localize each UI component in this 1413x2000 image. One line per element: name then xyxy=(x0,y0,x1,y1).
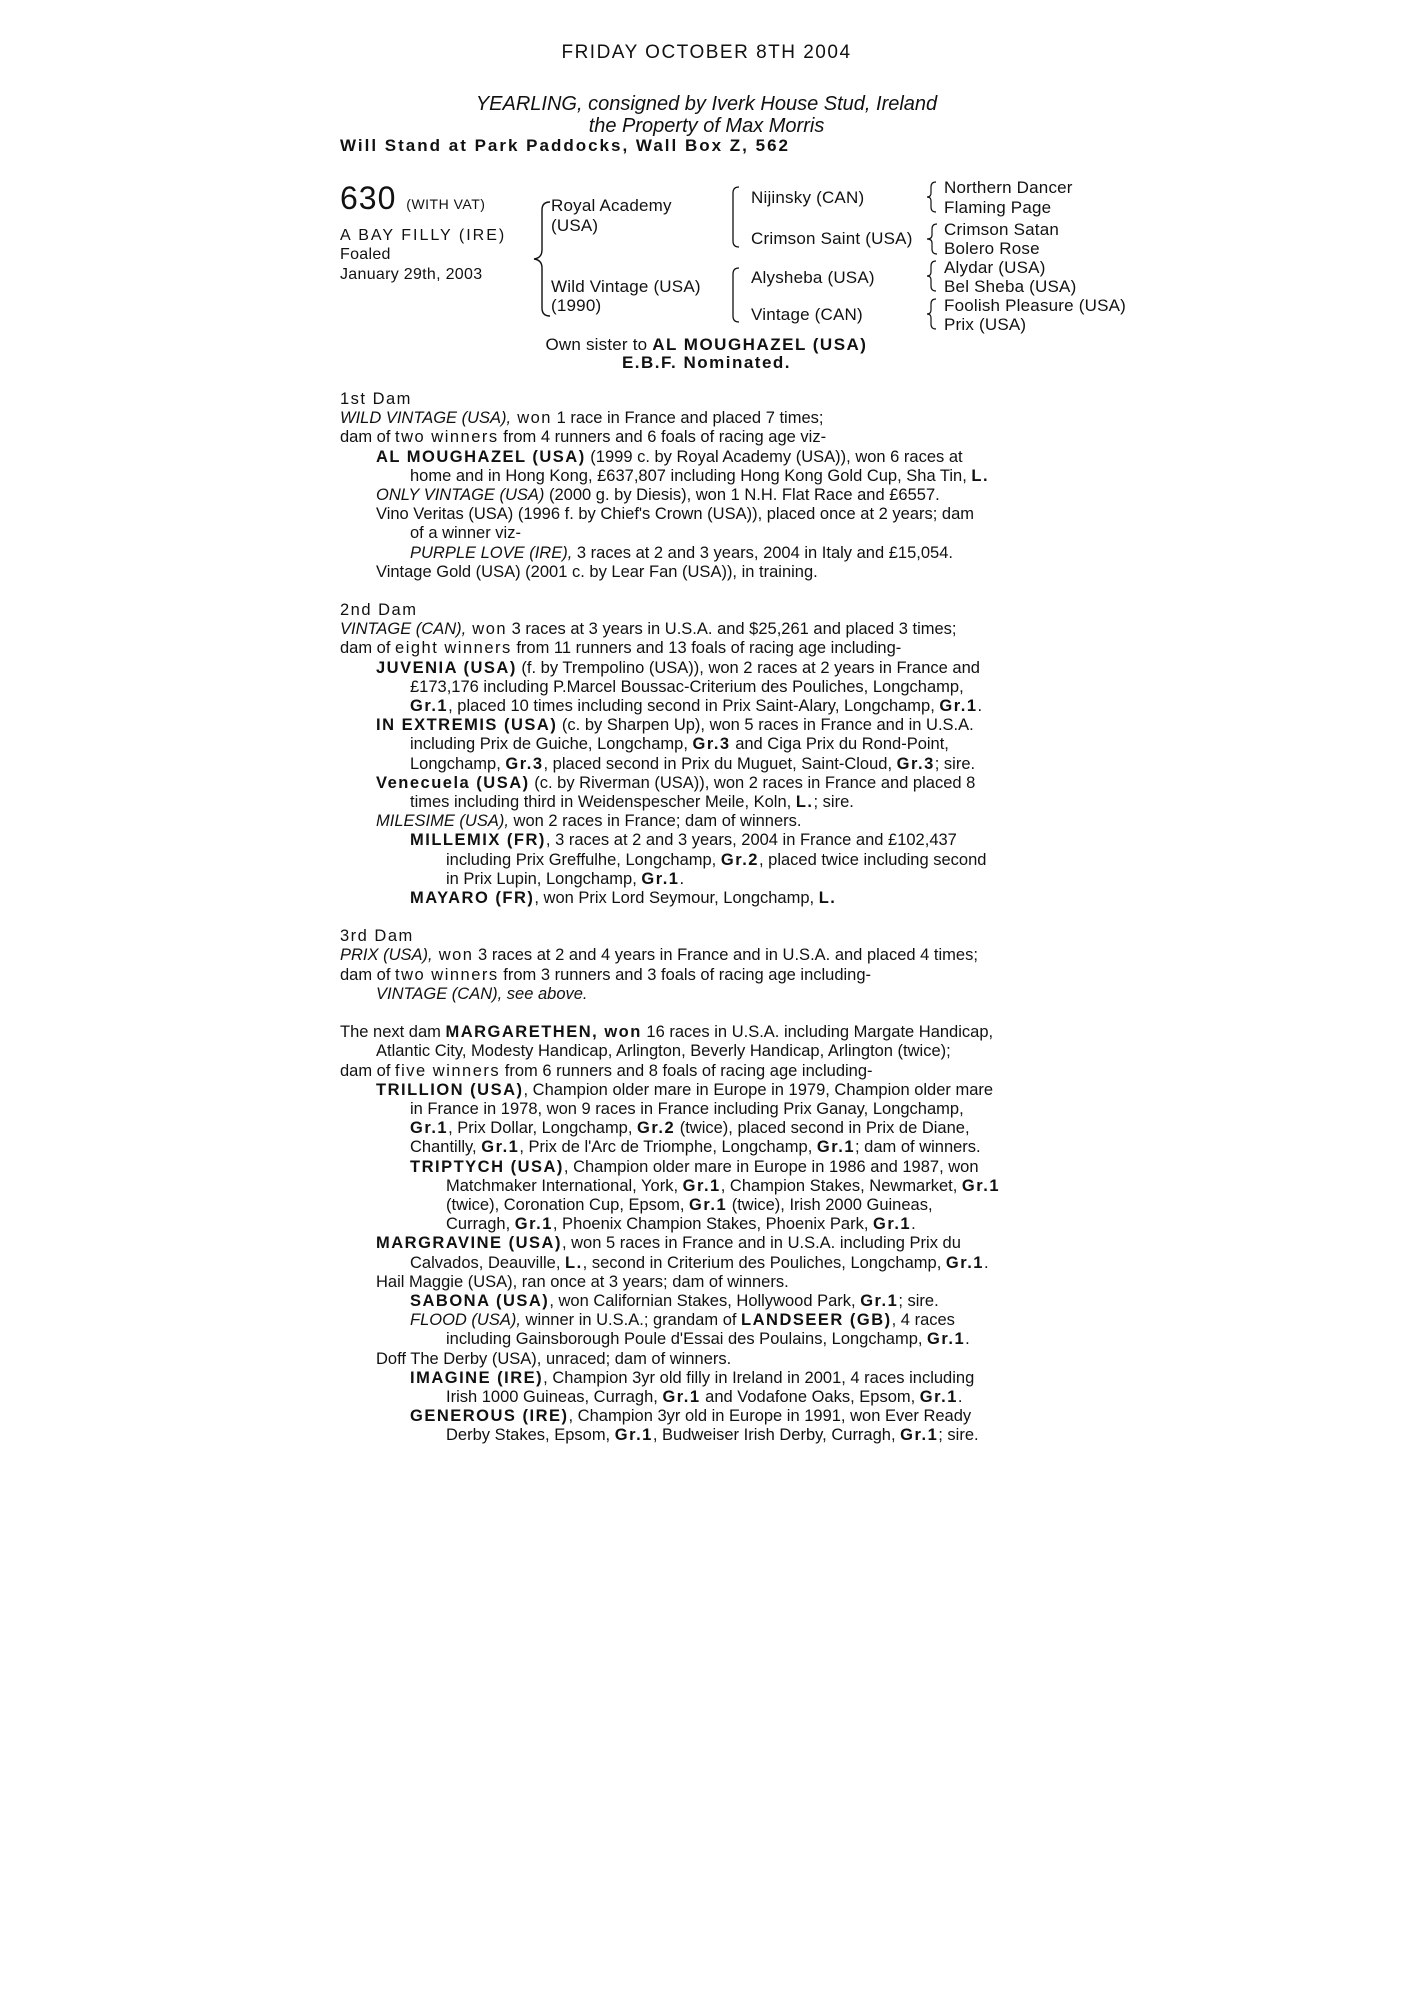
third-dam-line: dam of two winners from 3 runners and 3 foals of racing age including- xyxy=(340,965,872,984)
second-dam-line: Gr.1, placed 10 times including second in Prix Saint-Alary, Longchamp, Gr.1. xyxy=(410,697,983,716)
lot-sex: A BAY FILLY (IRE) xyxy=(340,227,507,244)
first-dam-line: WILD VINTAGE (USA), won 1 race in France and placed 7 times; xyxy=(340,409,824,428)
pedigree-brace-sd xyxy=(923,221,943,257)
first-dam-line: ONLY VINTAGE (USA) (2000 g. by Diesis), won 1 N.H. Flat Race and £6557. xyxy=(376,486,940,505)
second-dam-heading: 2nd Dam xyxy=(340,601,418,620)
third-dam-heading: 3rd Dam xyxy=(340,927,414,946)
foaled-date: January 29th, 2003 xyxy=(340,266,483,283)
second-dam-line: IN EXTREMIS (USA) (c. by Sharpen Up), won 5 races in France and in U.S.A. xyxy=(376,716,974,735)
pedigree-dds: Foolish Pleasure (USA) xyxy=(944,296,1127,315)
pedigree-dam: Wild Vintage (USA) xyxy=(551,277,701,296)
next-dam-line: Matchmaker International, York, Gr.1, Champion Stakes, Newmarket, Gr.1 xyxy=(446,1176,1001,1195)
vat-note: (WITH VAT) xyxy=(406,196,486,212)
next-dam-line: GENEROUS (IRE), Champion 3yr old in Europe in 1991, won Ever Ready xyxy=(410,1407,972,1426)
first-dam-heading: 1st Dam xyxy=(340,390,412,408)
first-dam-line: Vintage Gold (USA) (2001 c. by Lear Fan (USA)), in training. xyxy=(376,562,818,581)
second-dam-line: Longchamp, Gr.3, placed second in Prix du Muguet, Saint-Cloud, Gr.3; sire. xyxy=(410,754,976,773)
next-dam-line: dam of five winners from 6 runners and 8 foals of racing age including- xyxy=(340,1061,873,1080)
second-dam-line: MILESIME (USA), won 2 races in France; dam of winners. xyxy=(376,812,802,831)
pedigree-brace-dam xyxy=(725,264,745,326)
pedigree-brace-ds xyxy=(923,258,941,294)
second-dam-line: MAYARO (FR), won Prix Lord Seymour, Longchamp, L. xyxy=(410,889,837,908)
own-sister-line: Own sister to AL MOUGHAZEL (USA) xyxy=(545,335,868,354)
first-dam-line: Vino Veritas (USA) (1996 f. by Chief's Crown (USA)), placed once at 2 years; dam xyxy=(376,505,975,524)
second-dam-line: VINTAGE (CAN), won 3 races at 3 years in U.S.A. and $25,261 and placed 3 times; xyxy=(340,620,957,639)
next-dam-line: SABONA (USA), won Californian Stakes, Hollywood Park, Gr.1; sire. xyxy=(410,1291,939,1310)
consignment-line-2: the Property of Max Morris xyxy=(588,115,825,137)
pedigree-sds: Crimson Satan xyxy=(944,220,1060,239)
second-dam-line: JUVENIA (USA) (f. by Trempolino (USA)), won 2 races at 2 years in France and xyxy=(376,658,980,677)
next-dam-line: including Gainsborough Poule d'Essai des Poulains, Longchamp, Gr.1. xyxy=(446,1330,970,1349)
first-dam-line: dam of two winners from 4 runners and 6 foals of racing age viz- xyxy=(340,428,827,447)
next-dam-line: in France in 1978, won 9 races in France including Prix Ganay, Longchamp, xyxy=(410,1099,964,1118)
pedigree-body xyxy=(340,390,1080,1446)
pedigree-sire-sire: Nijinsky (CAN) xyxy=(751,188,865,207)
next-dam-line: The next dam MARGARETHEN, won 16 races in U.S.A. including Margate Handicap, xyxy=(340,1023,994,1042)
pedigree-sss: Northern Dancer xyxy=(944,178,1073,197)
second-dam-line: in Prix Lupin, Longchamp, Gr.1. xyxy=(446,869,685,888)
second-dam-line: Venecuela (USA) (c. by Riverman (USA)), won 2 races in France and placed 8 xyxy=(376,773,976,792)
pedigree-ddd: Prix (USA) xyxy=(944,315,1027,334)
own-sister-name: AL MOUGHAZEL (USA) xyxy=(652,335,868,354)
pedigree-brace-ss xyxy=(923,179,941,215)
second-dam-line: times including third in Weidenspescher Meile, Koln, L.; sire. xyxy=(410,793,854,812)
third-dam-line: VINTAGE (CAN), see above. xyxy=(376,984,588,1003)
pedigree-dsd: Bel Sheba (USA) xyxy=(944,277,1077,296)
first-dam-line: of a winner viz- xyxy=(410,524,521,543)
next-dam-line: TRILLION (USA), Champion older mare in Europe in 1979, Champion older mare xyxy=(376,1080,994,1099)
next-dam-line: MARGRAVINE (USA), won 5 races in France and in U.S.A. including Prix du xyxy=(376,1234,961,1253)
pedigree-dam-sire: Alysheba (USA) xyxy=(751,268,875,287)
second-dam-line: MILLEMIX (FR), 3 races at 2 and 3 years, 2004 in France and £102,437 xyxy=(410,831,957,850)
ebf-nominated: E.B.F. Nominated. xyxy=(621,353,792,372)
foaled-label: Foaled xyxy=(340,246,391,263)
pedigree-dam-year: (1990) xyxy=(551,296,602,315)
pedigree-dam-dam: Vintage (CAN) xyxy=(751,305,863,324)
pedigree-sire: Royal Academy xyxy=(551,196,672,215)
sale-date: FRIDAY OCTOBER 8TH 2004 xyxy=(561,42,852,63)
next-dam-line: Atlantic City, Modesty Handicap, Arlington, Beverly Handicap, Arlington (twice); xyxy=(376,1042,951,1061)
pedigree-ssd: Flaming Page xyxy=(944,198,1052,217)
stable-location: Will Stand at Park Paddocks, Wall Box Z, 562 xyxy=(340,136,790,155)
pedigree-sire-country: (USA) xyxy=(551,216,599,235)
next-dam-line: Hail Maggie (USA), ran once at 3 years; dam of winners. xyxy=(376,1272,789,1291)
second-dam-line: dam of eight winners from 11 runners and 13 foals of racing age including- xyxy=(340,639,902,658)
next-dam-line: Derby Stakes, Epsom, Gr.1, Budweiser Irish Derby, Curragh, Gr.1; sire. xyxy=(446,1426,979,1445)
pedigree-dss: Alydar (USA) xyxy=(944,258,1046,277)
next-dam-line: Curragh, Gr.1, Phoenix Champion Stakes, Phoenix Park, Gr.1. xyxy=(446,1215,916,1234)
second-dam-line: £173,176 including P.Marcel Boussac-Criterium des Pouliches, Longchamp, xyxy=(410,677,964,696)
second-dam-line: including Prix Greffulhe, Longchamp, Gr.2, placed twice including second xyxy=(446,850,987,869)
consignment-line-1: YEARLING, consigned by Iverk House Stud, Ireland xyxy=(475,93,938,115)
pedigree-brace-sire xyxy=(725,183,745,253)
pedigree-brace-dd xyxy=(923,296,941,332)
pedigree-sdd: Bolero Rose xyxy=(944,239,1040,258)
second-dam-line: including Prix de Guiche, Longchamp, Gr.3 and Ciga Prix du Rond-Point, xyxy=(410,735,949,754)
next-dam-line: FLOOD (USA), winner in U.S.A.; grandam of LANDSEER (GB), 4 races xyxy=(410,1311,955,1330)
next-dam-line: Calvados, Deauville, L., second in Criterium des Pouliches, Longchamp, Gr.1. xyxy=(410,1253,989,1272)
first-dam-line: home and in Hong Kong, £637,807 including Hong Kong Gold Cup, Sha Tin, L. xyxy=(410,466,990,485)
first-dam-line: AL MOUGHAZEL (USA) (1999 c. by Royal Academy (USA)), won 6 races at xyxy=(376,447,963,466)
pedigree-sire-dam: Crimson Saint (USA) xyxy=(751,229,913,248)
next-dam-line: Chantilly, Gr.1, Prix de l'Arc de Triomphe, Longchamp, Gr.1; dam of winners. xyxy=(410,1138,981,1157)
next-dam-line: Gr.1, Prix Dollar, Longchamp, Gr.2 (twice), placed second in Prix de Diane, xyxy=(410,1119,970,1138)
first-dam-line: PURPLE LOVE (IRE), 3 races at 2 and 3 years, 2004 in Italy and £15,054. xyxy=(410,543,953,562)
lot-number-row xyxy=(340,180,485,217)
next-dam-line: IMAGINE (IRE), Champion 3yr old filly in Ireland in 2001, 4 races including xyxy=(410,1368,975,1387)
third-dam-line: PRIX (USA), won 3 races at 2 and 4 years in France and in U.S.A. and placed 4 times; xyxy=(340,946,978,965)
lot-number: 630 xyxy=(340,180,397,216)
next-dam-line: (twice), Coronation Cup, Epsom, Gr.1 (twice), Irish 2000 Guineas, xyxy=(446,1195,933,1214)
next-dam-line: Doff The Derby (USA), unraced; dam of winners. xyxy=(376,1349,732,1368)
next-dam-line: Irish 1000 Guineas, Curragh, Gr.1 and Vodafone Oaks, Epsom, Gr.1. xyxy=(446,1387,963,1406)
next-dam-line: TRIPTYCH (USA), Champion older mare in Europe in 1986 and 1987, won xyxy=(410,1157,979,1176)
